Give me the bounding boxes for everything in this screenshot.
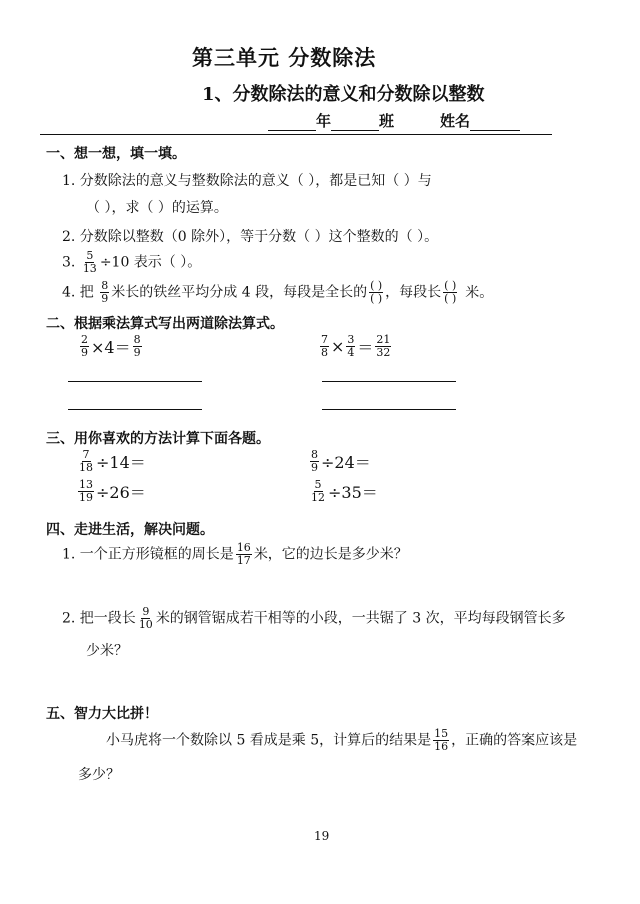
unit-title: 第三单元 分数除法 (192, 45, 377, 70)
s1-q3-fraction: $\frac{5}{13}$ (82, 249, 97, 275)
s1-q4-answer-fraction-2[interactable]: $\frac{( )}{( )}$ (444, 279, 457, 305)
s1-q4 (62, 280, 493, 305)
s2-answer-line-4[interactable] (322, 409, 456, 410)
s1-q3-rest: ÷10 表示（ ）。 (99, 254, 202, 271)
s1-q3 (62, 250, 201, 275)
class-blank[interactable] (331, 130, 379, 131)
s1-q4-answer-fraction-1[interactable]: $\frac{( )}{( )}$ (370, 279, 383, 305)
s2-answer-line-3[interactable] (322, 381, 456, 382)
s2-equation-2: $\frac{7}{8}$ × $\frac{3}{4}$ ＝ $\frac{21}{32}$ (321, 333, 391, 359)
header-divider (40, 134, 552, 135)
section2-title: 二、根据乘法算式写出两道除法算式。 (46, 316, 284, 332)
grade-class-name-line (268, 110, 520, 131)
s5-problem-line1: 小马虎将一个数除以 5 看成是乘 5，计算后的结果是 $\frac{15}{16}$ ，正确的答案应该是 (106, 727, 578, 753)
s1-q4-prefix: 4. 把 (62, 284, 94, 301)
s4-question-2-line2: 少米？ (86, 643, 128, 659)
grade-label: 年 (316, 112, 332, 130)
s1-q1-line1: 1. 分数除法的意义与整数除法的意义（ ），都是已知（ ）与 (62, 173, 432, 189)
s1-q4-mid2: ，每段长 (385, 284, 442, 301)
s1-q3-num: 3. (62, 254, 76, 271)
s3-problem-4: $\frac{5}{12}$ ÷35＝ (311, 478, 378, 504)
name-blank[interactable] (470, 130, 520, 131)
section1-title: 一、想一想，填一填。 (46, 146, 186, 162)
section4-title: 四、走进生活，解决问题。 (46, 522, 214, 538)
s3-problem-1: $\frac{7}{18}$ ÷14＝ (79, 448, 146, 474)
s3-problem-3: $\frac{13}{19}$ ÷26＝ (79, 478, 146, 504)
lesson-title: 1、分数除法的意义和分数除以整数 (202, 84, 485, 105)
s1-q4-mid: 米长的铁丝平均分成 4 段，每段是全长的 (111, 284, 368, 301)
s1-q2: 2. 分数除以整数（0 除外），等于分数（ ）这个整数的（ ）。 (62, 229, 439, 245)
s4-question-2-line1: 2. 把一段长 $\frac{9}{10}$ 米的钢管锯成若干相等的小段，一共锯了 3 次，平均每段钢管长多 (62, 605, 566, 631)
s1-q4-end: 米。 (465, 284, 494, 301)
s5-problem-line2: 多少？ (78, 767, 120, 783)
name-label: 姓名 (440, 112, 471, 130)
s2-equation-1: $\frac{2}{9}$ ×4＝ $\frac{8}{9}$ (81, 333, 141, 359)
section5-title: 五、智力大比拼！ (46, 706, 158, 722)
s1-q4-fraction: $\frac{8}{9}$ (101, 279, 109, 305)
section3-title: 三、用你喜欢的方法计算下面各题。 (46, 431, 270, 447)
s3-problem-2: $\frac{8}{9}$ ÷24＝ (311, 448, 371, 474)
s2-answer-line-2[interactable] (68, 409, 202, 410)
class-label: 班 (379, 112, 395, 130)
s2-answer-line-1[interactable] (68, 381, 202, 382)
s4-question-1: 1. 一个正方形镜框的周长是 $\frac{16}{17}$ 米，它的边长是多少米？ (62, 541, 408, 567)
s1-q1-line2: （ ），求（ ）的运算。 (86, 200, 228, 216)
grade-blank[interactable] (268, 130, 316, 131)
page-number: 19 (314, 829, 330, 843)
